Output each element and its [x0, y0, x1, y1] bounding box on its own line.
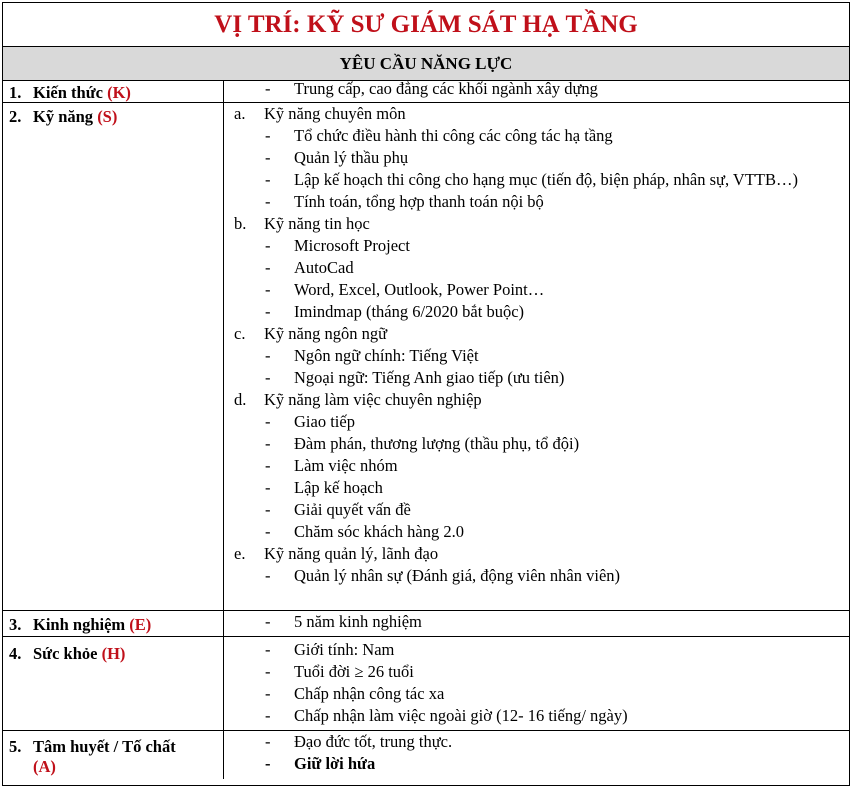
list-item: - Tổ chức điều hành thi công các công tác hạ tầng	[265, 126, 613, 145]
list-item: d. Kỹ năng làm việc chuyên nghiệp	[234, 390, 482, 409]
list-item: - Giao tiếp	[265, 412, 355, 431]
list-item: a. Kỹ năng chuyên môn	[234, 104, 406, 123]
row-label: 4. Sức khỏe (H)	[3, 637, 224, 730]
row-knowledge	[3, 81, 849, 103]
list-item: c. Kỹ năng ngôn ngữ	[234, 324, 388, 343]
list-item: - Lập kế hoạch	[265, 478, 383, 497]
list-item: - Ngoại ngữ: Tiếng Anh giao tiếp (ưu tiên)	[265, 368, 565, 387]
list-item: - 5 năm kinh nghiệm	[265, 612, 422, 631]
list-item: - AutoCad	[265, 258, 354, 277]
list-item: - Giải quyết vấn đề	[265, 500, 411, 519]
list-item: - Chấp nhận công tác xa	[265, 684, 445, 703]
list-item: - Chấp nhận làm việc ngoài giờ (12- 16 tiếng/ ngày)	[265, 706, 628, 725]
list-item: - Giới tính: Nam	[265, 640, 395, 659]
row-content	[224, 731, 849, 779]
section-heading: YÊU CẦU NĂNG LỰC	[3, 47, 849, 81]
list-item: - Ngôn ngữ chính: Tiếng Việt	[265, 346, 479, 365]
list-item: - Quản lý nhân sự (Đánh giá, động viên nhân viên)	[265, 566, 621, 585]
list-item: - Chăm sóc khách hàng 2.0	[265, 522, 465, 541]
list-item: - Tuổi đời ≥ 26 tuổi	[265, 662, 414, 681]
list-item: - Quản lý thầu phụ	[265, 148, 409, 167]
list-item: - Đạo đức tốt, trung thực.	[265, 732, 453, 751]
row-label: 2. Kỹ năng (S)	[3, 103, 224, 610]
list-item: - Tính toán, tổng hợp thanh toán nội bộ	[265, 192, 544, 211]
list-item: e. Kỹ năng quản lý, lãnh đạo	[234, 544, 439, 563]
row-content	[224, 103, 849, 610]
row-content	[224, 611, 849, 636]
row-label: 3. Kinh nghiệm (E)	[3, 611, 224, 636]
list-item: - Đàm phán, thương lượng (thầu phụ, tổ đội)	[265, 434, 580, 453]
row-content	[224, 637, 849, 730]
row-experience	[3, 611, 849, 637]
list-item: - Trung cấp, cao đẳng các khối ngành xây dựng	[265, 79, 598, 98]
list-item: - Word, Excel, Outlook, Power Point…	[265, 280, 545, 299]
list-item: b. Kỹ năng tin học	[234, 214, 370, 233]
row-label: 5. Tâm huyết / Tố chất (A)	[3, 731, 224, 779]
row-label: 1. Kiến thức (K)	[3, 81, 224, 102]
page-title: VỊ TRÍ: KỸ SƯ GIÁM SÁT HẠ TẦNG	[3, 3, 849, 47]
row-skills	[3, 103, 849, 611]
list-item: - Lập kế hoạch thi công cho hạng mục (tiến độ, biện pháp, nhân sự, VTTB…)	[265, 170, 798, 189]
competency-table	[2, 2, 850, 786]
list-item: - Microsoft Project	[265, 236, 410, 255]
list-item: - Làm việc nhóm	[265, 456, 398, 475]
list-item: - Imindmap (tháng 6/2020 bắt buộc)	[265, 302, 525, 321]
row-health	[3, 637, 849, 731]
list-item: - Giữ lời hứa	[265, 754, 376, 773]
row-attitude	[3, 731, 849, 779]
row-content	[224, 78, 849, 102]
